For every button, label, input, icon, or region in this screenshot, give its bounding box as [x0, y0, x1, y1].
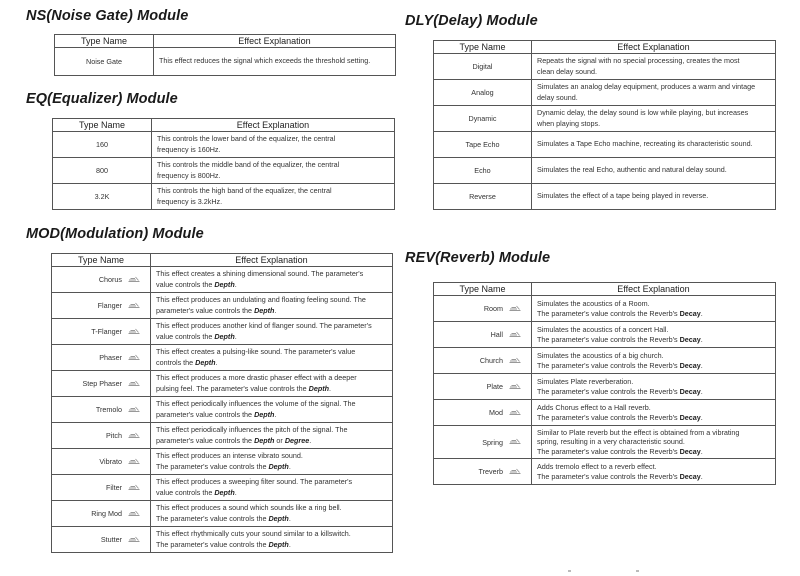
description-line [156, 436, 388, 447]
effect-explanation-header: Effect Explanation [151, 254, 393, 267]
type-name-cell [434, 184, 532, 210]
table-row [52, 501, 393, 527]
table-row [434, 322, 776, 348]
mod-effects-table [51, 253, 393, 553]
ns-effects-table [54, 34, 396, 76]
effect-explanation-cell [532, 426, 776, 459]
type-name: Analog [471, 88, 494, 97]
description-line: This effect produces a sound which sounds like a ring bell. [156, 503, 342, 512]
knob-adjust-icon [128, 536, 140, 542]
description-line: spring, resulting in a very characteristic sound. [537, 437, 685, 447]
effect-explanation-cell [151, 319, 393, 345]
type-name: Church [479, 356, 503, 365]
table-row [53, 132, 395, 158]
description-line: Simulates the real Echo, authentic and natural delay sound. [537, 165, 727, 175]
type-name-header: Type Name [55, 35, 154, 48]
description-text: . [234, 331, 237, 341]
table-header-row [434, 41, 776, 54]
type-name-cell [52, 293, 151, 319]
parameter-name: Depth [214, 487, 235, 497]
description-line: Dynamic delay, the delay sound is low while playing, but increases [537, 108, 749, 117]
type-name-cell [434, 374, 532, 400]
type-name-cell [52, 475, 151, 501]
effect-explanation-cell [151, 475, 393, 501]
table-row [434, 426, 776, 459]
effect-explanation-cell [151, 293, 393, 319]
type-name-cell: 3.2K [53, 184, 152, 210]
knob-adjust-icon [509, 305, 521, 311]
table-row [434, 374, 776, 400]
description-line [156, 280, 388, 291]
description-text: value controls the [156, 331, 215, 341]
table-header-row [55, 35, 396, 48]
effect-explanation-cell [532, 459, 776, 485]
description-line [156, 384, 388, 395]
table-row [434, 132, 776, 158]
table-row [52, 371, 393, 397]
effect-explanation-cell [532, 158, 776, 184]
description-text: The parameter's value controls the [156, 513, 269, 523]
mod-module-title: MOD(Modulation) Module [26, 226, 204, 242]
type-name: Step Phaser [82, 379, 122, 388]
table-row [52, 449, 393, 475]
type-name: Stutter [100, 535, 122, 544]
parameter-name: Degree [284, 435, 310, 445]
type-name-cell [52, 267, 151, 293]
description-text: . [700, 386, 703, 396]
effect-explanation-cell [532, 348, 776, 374]
table-row [434, 348, 776, 374]
effect-explanation-cell [532, 132, 776, 158]
description-line: This controls the middle band of the equalizer, the central [157, 160, 340, 169]
description-line: This controls the high band of the equalizer, the central [157, 186, 332, 195]
description-text: . [274, 409, 277, 419]
knob-adjust-icon [128, 510, 140, 516]
description-line [156, 514, 388, 525]
effect-explanation-cell [151, 345, 393, 371]
description-text: The parameter's value controls the Reverb's [537, 386, 680, 396]
type-name: Treverb [478, 467, 503, 476]
knob-adjust-icon [509, 409, 521, 415]
effect-explanation-cell [151, 449, 393, 475]
knob-adjust-icon [128, 302, 140, 308]
table-row [52, 345, 393, 371]
description-text: or [274, 435, 285, 445]
description-text: . [700, 446, 703, 456]
type-name: Pitch [106, 431, 122, 440]
table-row [52, 527, 393, 553]
description-line: This effect produces a more drastic phaser effect with a deeper [156, 373, 357, 382]
description-line: This effect produces an intense vibrato sound. [156, 451, 303, 460]
table-header-row [52, 254, 393, 267]
table-row [52, 319, 393, 345]
description-line [537, 413, 771, 423]
description-line: This effect reduces the signal which exceeds the threshold setting. [159, 56, 371, 66]
effect-explanation-cell [532, 374, 776, 400]
knob-adjust-icon [509, 357, 521, 363]
type-name: Tape Echo [465, 140, 500, 149]
description-line: frequency is 160Hz. [157, 144, 221, 154]
type-name-cell [434, 348, 532, 374]
effect-explanation-cell [532, 184, 776, 210]
parameter-name: Decay [679, 471, 701, 481]
type-name-cell [52, 397, 151, 423]
knob-adjust-icon [128, 354, 140, 360]
parameter-name: Decay [679, 334, 701, 344]
type-name-cell [434, 459, 532, 485]
type-name: Digital [472, 62, 493, 71]
effect-explanation-header: Effect Explanation [532, 283, 776, 296]
description-text: . [215, 357, 218, 367]
parameter-name: Depth [254, 305, 275, 315]
description-text: The parameter's value controls the [156, 539, 269, 549]
type-name-cell [434, 322, 532, 348]
knob-adjust-icon [128, 328, 140, 334]
description-line [537, 447, 771, 457]
effect-explanation-cell [151, 501, 393, 527]
knob-adjust-icon [509, 331, 521, 337]
effect-explanation-cell [154, 48, 396, 76]
ns-module-title: NS(Noise Gate) Module [26, 8, 189, 24]
type-name: Ring Mod [91, 509, 122, 518]
type-name-header: Type Name [434, 41, 532, 54]
type-name: Room [483, 304, 503, 313]
table-row [434, 158, 776, 184]
knob-adjust-icon [128, 458, 140, 464]
type-name-cell [434, 54, 532, 80]
description-text: parameter's value controls the [156, 305, 255, 315]
type-name-cell [434, 132, 532, 158]
type-name: Reverse [469, 192, 496, 201]
description-text: The parameter's value controls the Reverb's [537, 334, 680, 344]
description-text: . [234, 279, 237, 289]
description-text: pulsing feel. The parameter's value controls the [156, 383, 309, 393]
parameter-name: Depth [308, 383, 330, 393]
description-text: parameter's value controls the [156, 409, 255, 419]
type-name-cell [434, 400, 532, 426]
type-name-cell [434, 106, 532, 132]
type-name-header: Type Name [53, 119, 152, 132]
type-name-cell [52, 449, 151, 475]
description-text: . [700, 471, 703, 481]
description-text: The parameter's value controls the Reverb's [537, 446, 680, 456]
description-line: Simulates the acoustics of a concert Hall. [537, 325, 669, 334]
description-line: This effect produces an undulating and floating feeling sound. The [156, 295, 366, 304]
description-text: value controls the [156, 279, 215, 289]
description-line [156, 540, 388, 551]
parameter-name: Depth [254, 409, 275, 419]
effect-explanation-cell [152, 184, 395, 210]
description-line: frequency is 3.2kHz. [157, 196, 223, 206]
description-text: . [234, 487, 237, 497]
parameter-name: Decay [679, 360, 701, 370]
effect-explanation-cell [532, 80, 776, 106]
table-row [52, 397, 393, 423]
type-name: Dynamic [468, 114, 497, 123]
table-row [434, 400, 776, 426]
dly-effects-table [433, 40, 776, 210]
type-name: Echo [474, 166, 491, 175]
description-line: This effect rhythmically cuts your sound similar to a killswitch. [156, 529, 351, 538]
table-row [52, 267, 393, 293]
eq-module-title: EQ(Equalizer) Module [26, 91, 178, 107]
table-row [434, 80, 776, 106]
description-text: . [700, 308, 703, 318]
table-row [434, 459, 776, 485]
description-text: . [700, 334, 703, 344]
knob-adjust-icon [128, 432, 140, 438]
description-text: controls the [156, 357, 196, 367]
description-line: This effect produces another kind of flanger sound. The parameter's [156, 321, 372, 330]
description-line [156, 488, 388, 499]
table-header-row [434, 283, 776, 296]
description-line: Repeats the signal with no special processing, creates the most [537, 56, 740, 65]
type-name: Plate [486, 382, 503, 391]
table-row [434, 54, 776, 80]
description-line [156, 410, 388, 421]
table-row [434, 106, 776, 132]
description-text: . [288, 461, 291, 471]
effect-explanation-cell [532, 54, 776, 80]
effect-explanation-header: Effect Explanation [152, 119, 395, 132]
type-name-cell: 160 [53, 132, 152, 158]
dly-module-title: DLY(Delay) Module [405, 13, 538, 29]
description-line: This effect periodically influences the pitch of the signal. The [156, 425, 348, 434]
description-text: . [700, 412, 703, 422]
description-line: frequency is 800Hz. [157, 170, 221, 180]
description-line [537, 472, 771, 482]
rev-effects-table [433, 282, 776, 485]
parameter-name: Depth [268, 513, 289, 523]
effect-explanation-cell [151, 423, 393, 449]
knob-adjust-icon [128, 380, 140, 386]
description-line: This controls the lower band of the equalizer, the central [157, 134, 336, 143]
description-line: Adds Chorus effect to a Hall reverb. [537, 403, 651, 412]
scan-artifact [636, 570, 639, 572]
description-text: The parameter's value controls the [156, 461, 269, 471]
description-line: clean delay sound. [537, 66, 597, 76]
knob-adjust-icon [509, 468, 521, 474]
type-name: Filter [106, 483, 122, 492]
description-line: Similar to Plate reverb but the effect is obtained from a vibrating [537, 427, 740, 437]
type-name-cell [434, 158, 532, 184]
type-name-cell: Noise Gate [55, 48, 154, 76]
effect-explanation-cell [151, 527, 393, 553]
parameter-name: Depth [214, 331, 235, 341]
description-text: The parameter's value controls the Reverb's [537, 308, 680, 318]
type-name: Chorus [98, 275, 122, 284]
effect-explanation-header: Effect Explanation [154, 35, 396, 48]
effect-explanation-cell [152, 158, 395, 184]
type-name: Hall [490, 330, 503, 339]
table-row [434, 184, 776, 210]
table-row [52, 293, 393, 319]
description-line: This effect periodically influences the volume of the signal. The [156, 399, 356, 408]
knob-adjust-icon [128, 276, 140, 282]
description-text: . [329, 383, 332, 393]
description-text: value controls the [156, 487, 215, 497]
effect-explanation-cell [532, 106, 776, 132]
description-text: parameter's value controls the [156, 435, 255, 445]
knob-adjust-icon [509, 438, 521, 444]
effect-explanation-cell [532, 296, 776, 322]
table-header-row [53, 119, 395, 132]
type-name-cell: 800 [53, 158, 152, 184]
parameter-name: Depth [254, 435, 275, 445]
parameter-name: Decay [679, 446, 701, 456]
description-line: Simulates the effect of a tape being played in reverse. [537, 191, 709, 201]
description-line [156, 358, 388, 369]
description-line: Simulates an analog delay equipment, produces a warm and vintage [537, 82, 756, 91]
description-line: Simulates the acoustics of a big church. [537, 351, 664, 360]
rev-module-title: REV(Reverb) Module [405, 250, 551, 266]
effect-explanation-cell [532, 400, 776, 426]
table-row [52, 423, 393, 449]
knob-adjust-icon [509, 383, 521, 389]
type-name-header: Type Name [434, 283, 532, 296]
description-text: The parameter's value controls the Reverb's [537, 471, 680, 481]
description-text: . [309, 435, 312, 445]
description-line [537, 361, 771, 371]
description-text: . [288, 513, 291, 523]
knob-adjust-icon [128, 484, 140, 490]
effect-explanation-cell [151, 397, 393, 423]
type-name-header: Type Name [52, 254, 151, 267]
type-name: Tremolo [95, 405, 122, 414]
description-line [156, 306, 388, 317]
description-line [156, 462, 388, 473]
table-row [52, 475, 393, 501]
description-text: . [274, 305, 277, 315]
table-row [55, 48, 396, 76]
description-text: . [288, 539, 291, 549]
parameter-name: Decay [679, 308, 701, 318]
type-name: Phaser [99, 353, 122, 362]
table-row [53, 158, 395, 184]
effect-explanation-header: Effect Explanation [532, 41, 776, 54]
table-row [53, 184, 395, 210]
type-name: Spring [482, 437, 503, 447]
type-name-cell [434, 80, 532, 106]
description-line [537, 335, 771, 345]
effect-explanation-cell [532, 322, 776, 348]
table-row [434, 296, 776, 322]
type-name-cell [52, 371, 151, 397]
parameter-name: Depth [195, 357, 216, 367]
description-line [537, 309, 771, 319]
description-line: This effect creates a pulsing-like sound. The parameter's value [156, 347, 356, 356]
type-name: Vibrato [99, 457, 122, 466]
parameter-name: Depth [268, 539, 289, 549]
effect-explanation-cell [151, 371, 393, 397]
type-name: Flanger [97, 301, 122, 310]
type-name-cell [52, 319, 151, 345]
type-name-cell [52, 345, 151, 371]
scan-artifact [568, 570, 571, 572]
type-name-cell [52, 423, 151, 449]
description-line: Simulates a Tape Echo machine, recreating its characteristic sound. [537, 139, 753, 149]
effect-explanation-cell [151, 267, 393, 293]
parameter-name: Depth [214, 279, 235, 289]
description-line: This effect creates a shining dimensional sound. The parameter's [156, 269, 364, 278]
description-line [537, 387, 771, 397]
description-line: Simulates Plate reverberation. [537, 377, 634, 386]
description-line: delay sound. [537, 92, 578, 102]
description-line: Adds tremolo effect to a reverb effect. [537, 462, 657, 471]
knob-adjust-icon [128, 406, 140, 412]
parameter-name: Decay [679, 412, 701, 422]
type-name-cell [52, 501, 151, 527]
type-name-cell [434, 296, 532, 322]
type-name: Mod [489, 408, 503, 417]
description-line: This effect produces a sweeping filter sound. The parameter's [156, 477, 353, 486]
eq-effects-table [52, 118, 395, 210]
effect-explanation-cell [152, 132, 395, 158]
description-text: The parameter's value controls the Reverb's [537, 412, 680, 422]
description-line: Simulates the acoustics of a Room. [537, 299, 650, 308]
parameter-name: Depth [268, 461, 289, 471]
description-text: . [700, 360, 703, 370]
description-line [156, 332, 388, 343]
parameter-name: Decay [679, 386, 701, 396]
type-name-cell [52, 527, 151, 553]
type-name: T-Flanger [91, 327, 122, 336]
type-name-cell [434, 426, 532, 459]
description-text: The parameter's value controls the Reverb's [537, 360, 680, 370]
description-line: when playing stops. [537, 118, 601, 128]
